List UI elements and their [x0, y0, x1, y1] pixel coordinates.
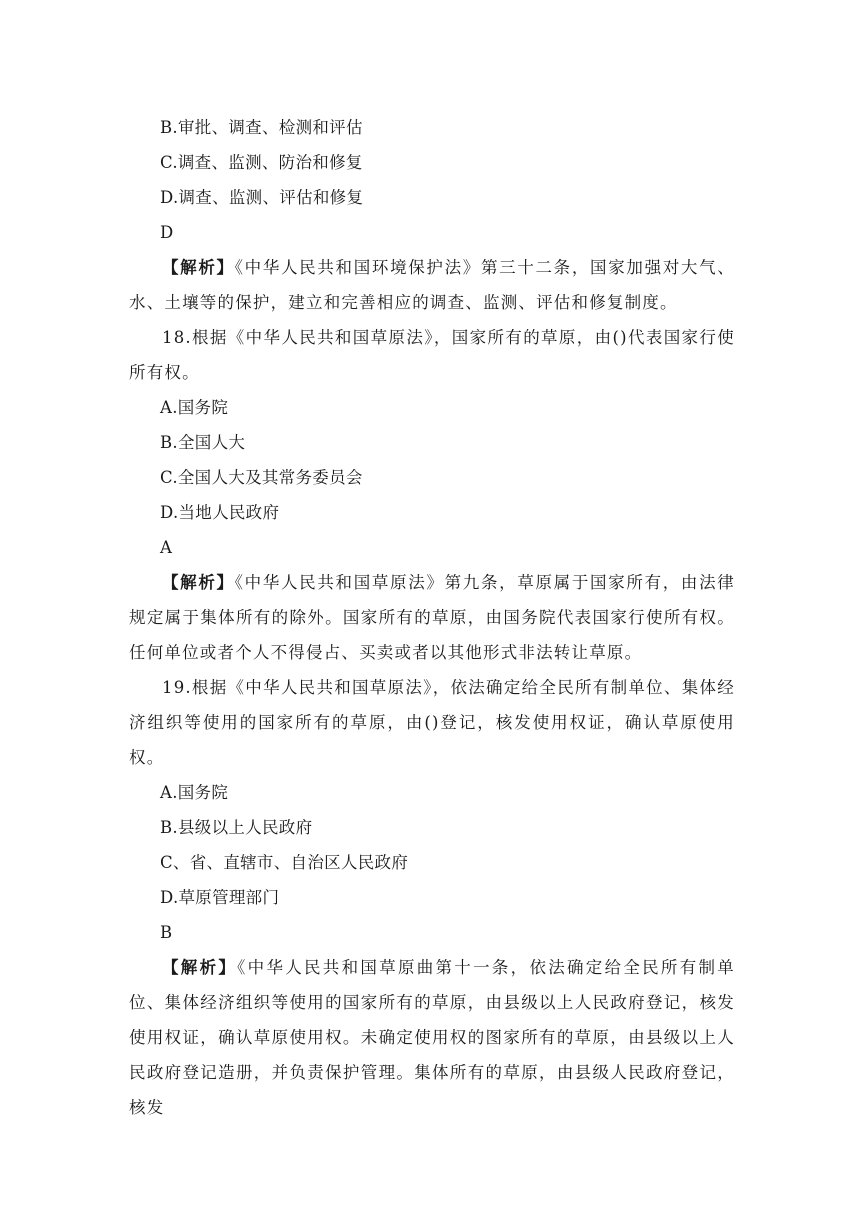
q18-option-d: D.当地人民政府 — [160, 503, 280, 522]
q17-option-b: B.审批、调查、检测和评估 — [160, 118, 363, 137]
q19-option-c: C、省、直辖市、自治区人民政府 — [160, 853, 409, 872]
q19-analysis-tag: 【解析】 — [162, 958, 238, 977]
document-content — [129, 110, 735, 1125]
q17-analysis — [129, 250, 735, 320]
q18-option-a: A.国务院 — [160, 398, 229, 417]
q19-analysis — [129, 950, 735, 1125]
q18-analysis-tag: 【解析】 — [162, 573, 235, 592]
q18-analysis — [129, 565, 735, 670]
q19-question: 19.根据《中华人民共和国草原法》，依法确定给全民所有制单位、集体经济组织等使用的国家所有的草原，由()登记，核发使用权证，确认草原使用权。 — [129, 678, 735, 767]
q19-analysis-text: 《中华人民共和国草原曲第十一条，依法确定给全民所有制单位、集体经济组织等使用的国家所有的草原，由县级以上人民政府登记，核发使用权证，确认草原使用权。未确定使用权的图家所有的草原，由县级以上人民政府登记造册，并负责保护管理。集体所有的草原，由县级人民政府登记，核发 — [129, 958, 735, 1117]
q18-analysis-text: 《中华人民共和国草原法》第九条，草原属于国家所有，由法律规定属于集体所有的除外。国家所有的草原，由国务院代表国家行使所有权。任何单位或者个人不得侵占、买卖或者以其他形式非法转让草原。 — [129, 573, 735, 662]
q19-option-a: A.国务院 — [160, 783, 229, 802]
q18-answer: A — [160, 538, 173, 557]
q17-analysis-text: 《中华人民共和国环境保护法》第三十二条，国家加强对大气、水、土壤等的保护，建立和完善相应的调查、监测、评估和修复制度。 — [129, 258, 735, 312]
q19-option-d: D.草原管理部门 — [160, 888, 280, 907]
q18-option-b: B.全国人大 — [160, 433, 246, 452]
q17-analysis-tag: 【解析】 — [162, 258, 235, 277]
q17-option-c: C.调查、监测、防治和修复 — [160, 153, 363, 172]
q17-option-d: D.调查、监测、评估和修复 — [160, 188, 364, 207]
q19-answer: B — [160, 923, 173, 942]
q18-option-c: C.全国人大及其常务委员会 — [160, 468, 363, 487]
q19-option-b: B.县级以上人民政府 — [160, 818, 313, 837]
q17-answer: D — [160, 223, 174, 242]
q18-question: 18.根据《中华人民共和国草原法》，国家所有的草原，由()代表国家行使所有权。 — [129, 328, 735, 382]
